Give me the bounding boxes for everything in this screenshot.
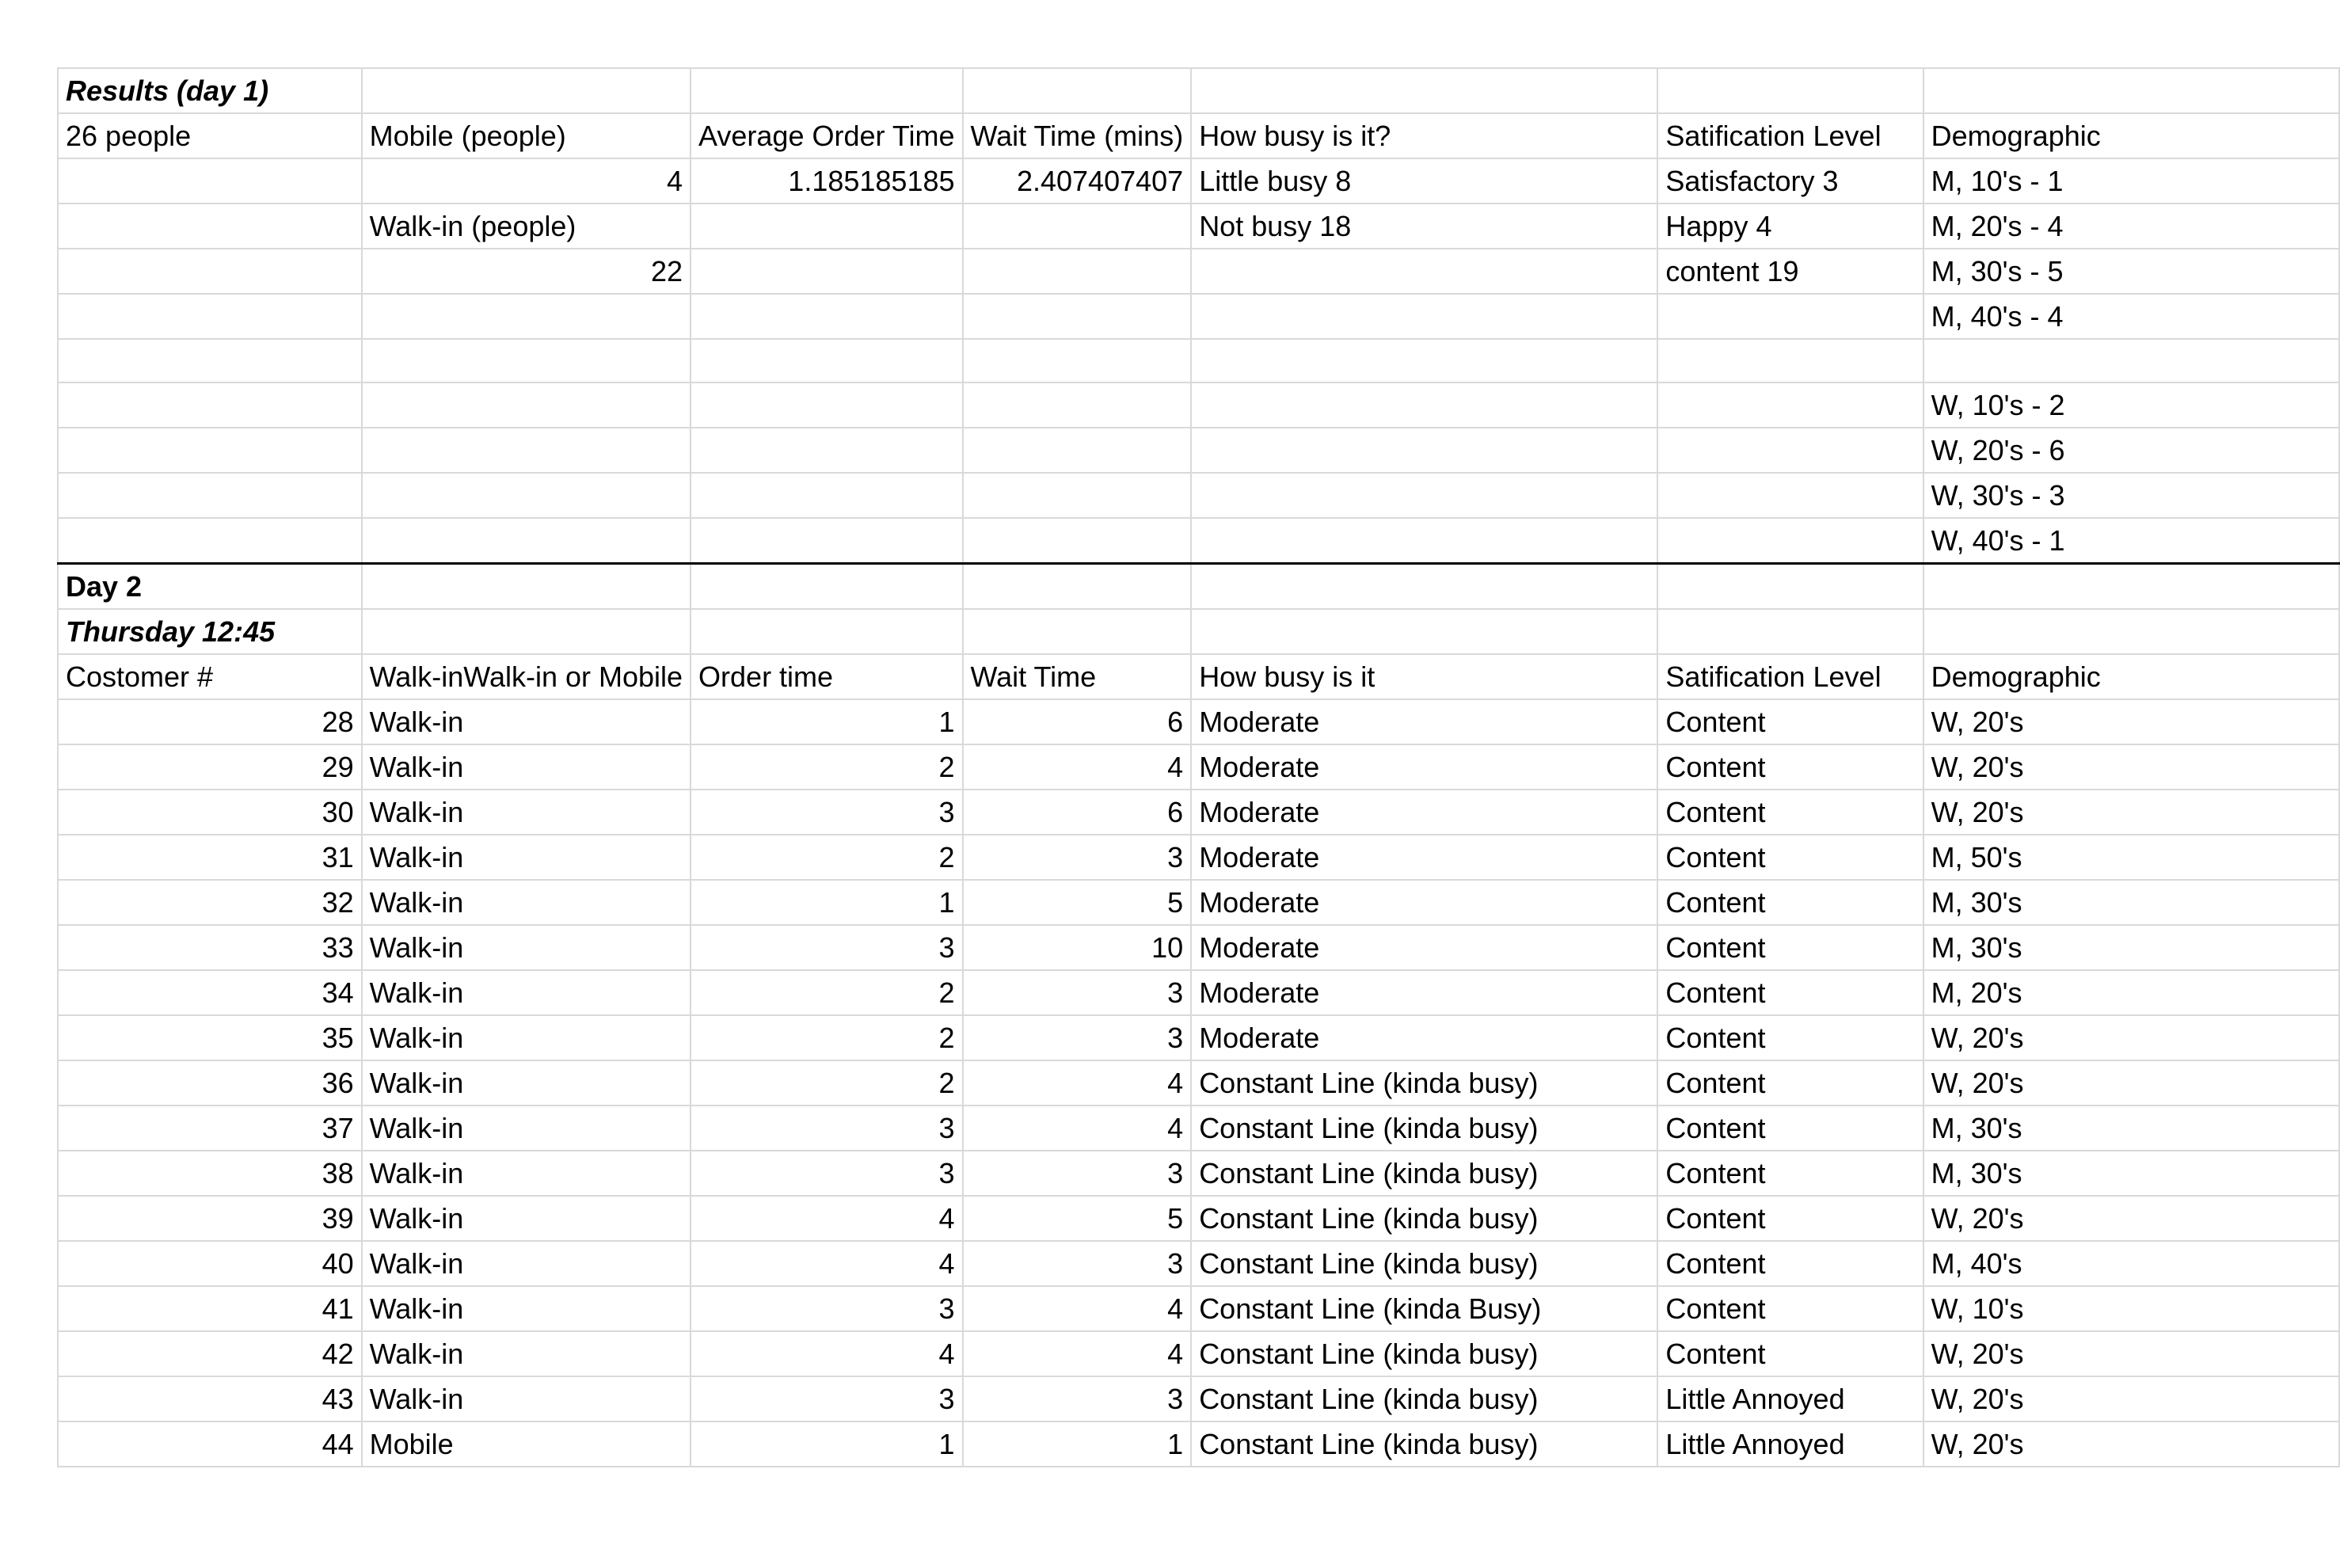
cell-col-g[interactable]: W, 40's - 1 bbox=[1923, 518, 2339, 564]
cell-col-e[interactable]: Moderate bbox=[1191, 925, 1657, 970]
cell-col-c[interactable] bbox=[691, 473, 962, 518]
cell-col-d[interactable] bbox=[963, 294, 1192, 339]
cell-col-c[interactable]: 2 bbox=[691, 744, 962, 790]
cell-col-d[interactable]: 5 bbox=[963, 880, 1192, 925]
cell-col-d[interactable]: 4 bbox=[963, 1106, 1192, 1151]
cell-col-b[interactable] bbox=[362, 339, 691, 382]
cell-col-f[interactable] bbox=[1657, 518, 1923, 564]
cell-col-g[interactable]: M, 30's bbox=[1923, 1106, 2339, 1151]
cell-col-a[interactable]: 37 bbox=[58, 1106, 362, 1151]
cell-col-c[interactable]: 1 bbox=[691, 880, 962, 925]
cell-col-b[interactable]: Walk-in bbox=[362, 744, 691, 790]
table-row bbox=[58, 473, 2339, 518]
cell-col-f[interactable]: Content bbox=[1657, 790, 1923, 835]
cell-col-f[interactable]: Content bbox=[1657, 1196, 1923, 1241]
cell-col-c[interactable]: 4 bbox=[691, 1331, 962, 1376]
cell-col-f[interactable]: Little Annoyed bbox=[1657, 1421, 1923, 1467]
cell-col-a[interactable] bbox=[58, 294, 362, 339]
cell-col-d[interactable] bbox=[963, 339, 1192, 382]
cell-col-e[interactable] bbox=[1191, 428, 1657, 473]
cell-col-c[interactable]: 2 bbox=[691, 835, 962, 880]
table-row bbox=[58, 518, 2339, 564]
cell-col-g[interactable]: M, 40's - 4 bbox=[1923, 294, 2339, 339]
table-row bbox=[58, 1151, 2339, 1196]
cell-col-f[interactable] bbox=[1657, 473, 1923, 518]
cell-col-d[interactable] bbox=[963, 249, 1192, 294]
cell-col-c[interactable]: 3 bbox=[691, 790, 962, 835]
cell-col-c[interactable] bbox=[691, 518, 962, 564]
cell-col-a[interactable] bbox=[58, 249, 362, 294]
table-row bbox=[58, 1196, 2339, 1241]
day2-header-row bbox=[58, 654, 2339, 699]
empty-cell[interactable] bbox=[691, 68, 962, 113]
empty-cell[interactable] bbox=[1191, 564, 1657, 610]
cell-col-d[interactable]: 3 bbox=[963, 835, 1192, 880]
cell-col-e[interactable]: Moderate bbox=[1191, 835, 1657, 880]
cell-col-g[interactable]: W, 20's bbox=[1923, 1421, 2339, 1467]
table-row bbox=[58, 382, 2339, 428]
table-row bbox=[58, 1331, 2339, 1376]
cell-col-a[interactable]: 29 bbox=[58, 744, 362, 790]
cell-col-c[interactable] bbox=[691, 204, 962, 249]
cell-col-a[interactable]: 44 bbox=[58, 1421, 362, 1467]
cell-col-a[interactable] bbox=[58, 339, 362, 382]
empty-cell[interactable] bbox=[691, 564, 962, 610]
cell-col-b[interactable] bbox=[362, 428, 691, 473]
empty-cell[interactable] bbox=[1191, 68, 1657, 113]
cell-col-c[interactable] bbox=[691, 249, 962, 294]
table-row bbox=[58, 249, 2339, 294]
cell-col-b[interactable]: Walk-in bbox=[362, 925, 691, 970]
table-row bbox=[58, 925, 2339, 970]
header-cell-col-a[interactable]: 26 people bbox=[58, 113, 362, 158]
day2-title-row-label[interactable]: Day 2 bbox=[58, 564, 362, 610]
cell-col-d[interactable]: 6 bbox=[963, 699, 1192, 744]
cell-col-c[interactable] bbox=[691, 382, 962, 428]
header-cell-col-g[interactable]: Demographic bbox=[1923, 654, 2339, 699]
cell-col-a[interactable]: 40 bbox=[58, 1241, 362, 1286]
cell-col-g[interactable]: M, 20's bbox=[1923, 970, 2339, 1015]
empty-cell[interactable] bbox=[963, 564, 1192, 610]
cell-col-c[interactable]: 3 bbox=[691, 925, 962, 970]
cell-col-a[interactable]: 33 bbox=[58, 925, 362, 970]
header-cell-col-a[interactable]: Costomer # bbox=[58, 654, 362, 699]
cell-col-e[interactable]: Constant Line (kinda Busy) bbox=[1191, 1286, 1657, 1331]
cell-col-a[interactable]: 39 bbox=[58, 1196, 362, 1241]
empty-cell[interactable] bbox=[1657, 564, 1923, 610]
cell-col-b[interactable]: 22 bbox=[362, 249, 691, 294]
cell-col-a[interactable]: 34 bbox=[58, 970, 362, 1015]
cell-col-f[interactable]: Little Annoyed bbox=[1657, 1376, 1923, 1421]
cell-col-a[interactable]: 31 bbox=[58, 835, 362, 880]
cell-col-b[interactable]: Walk-in bbox=[362, 1331, 691, 1376]
cell-col-c[interactable]: 1.185185185 bbox=[691, 158, 962, 204]
cell-col-g[interactable]: W, 20's bbox=[1923, 1060, 2339, 1106]
cell-col-g[interactable]: M, 20's - 4 bbox=[1923, 204, 2339, 249]
cell-col-g[interactable]: W, 10's bbox=[1923, 1286, 2339, 1331]
empty-cell[interactable] bbox=[1923, 564, 2339, 610]
cell-col-f[interactable] bbox=[1657, 382, 1923, 428]
cell-col-g[interactable]: W, 20's bbox=[1923, 1331, 2339, 1376]
cell-col-g[interactable]: W, 20's - 6 bbox=[1923, 428, 2339, 473]
table-row bbox=[58, 1286, 2339, 1331]
cell-col-e[interactable] bbox=[1191, 382, 1657, 428]
cell-col-f[interactable] bbox=[1657, 294, 1923, 339]
cell-col-d[interactable]: 2.407407407 bbox=[963, 158, 1192, 204]
cell-col-f[interactable]: Content bbox=[1657, 744, 1923, 790]
day1-title-row-label[interactable]: Results (day 1) bbox=[58, 68, 362, 113]
header-cell-col-d[interactable]: Wait Time (mins) bbox=[963, 113, 1192, 158]
cell-col-c[interactable] bbox=[691, 339, 962, 382]
header-cell-col-b[interactable]: Walk-inWalk-in or Mobile bbox=[362, 654, 691, 699]
table-row bbox=[58, 204, 2339, 249]
cell-col-e[interactable]: Constant Line (kinda busy) bbox=[1191, 1376, 1657, 1421]
cell-col-d[interactable]: 3 bbox=[963, 1015, 1192, 1060]
table-row bbox=[58, 1015, 2339, 1060]
cell-col-a[interactable]: 42 bbox=[58, 1331, 362, 1376]
cell-col-g[interactable]: W, 10's - 2 bbox=[1923, 382, 2339, 428]
table-row bbox=[58, 1421, 2339, 1467]
table-row bbox=[58, 835, 2339, 880]
cell-col-f[interactable] bbox=[1657, 428, 1923, 473]
table-row bbox=[58, 339, 2339, 382]
table-row bbox=[58, 294, 2339, 339]
cell-col-g[interactable]: W, 20's bbox=[1923, 1196, 2339, 1241]
cell-col-g[interactable]: W, 20's bbox=[1923, 1015, 2339, 1060]
cell-col-d[interactable] bbox=[963, 382, 1192, 428]
cell-col-e[interactable]: Little busy 8 bbox=[1191, 158, 1657, 204]
cell-col-f[interactable]: Content bbox=[1657, 925, 1923, 970]
cell-col-b[interactable] bbox=[362, 518, 691, 564]
empty-cell[interactable] bbox=[362, 564, 691, 610]
spreadsheet-table bbox=[57, 67, 2340, 1467]
cell-col-d[interactable]: 3 bbox=[963, 970, 1192, 1015]
table-row bbox=[58, 880, 2339, 925]
header-cell-col-f[interactable]: Satification Level bbox=[1657, 113, 1923, 158]
table-row bbox=[58, 158, 2339, 204]
cell-col-c[interactable]: 1 bbox=[691, 699, 962, 744]
sheet-body bbox=[58, 68, 2339, 1467]
cell-col-a[interactable] bbox=[58, 158, 362, 204]
cell-col-b[interactable]: 4 bbox=[362, 158, 691, 204]
cell-col-b[interactable]: Walk-in bbox=[362, 1241, 691, 1286]
cell-col-g[interactable]: M, 50's bbox=[1923, 835, 2339, 880]
table-row bbox=[58, 744, 2339, 790]
cell-col-f[interactable]: Content bbox=[1657, 1060, 1923, 1106]
cell-col-a[interactable] bbox=[58, 204, 362, 249]
cell-col-b[interactable]: Walk-in bbox=[362, 880, 691, 925]
cell-col-c[interactable]: 4 bbox=[691, 1241, 962, 1286]
header-cell-col-c[interactable]: Average Order Time bbox=[691, 113, 962, 158]
empty-cell[interactable] bbox=[963, 68, 1192, 113]
day1-title-row bbox=[58, 68, 2339, 113]
cell-col-c[interactable] bbox=[691, 294, 962, 339]
cell-col-e[interactable]: Constant Line (kinda busy) bbox=[1191, 1151, 1657, 1196]
cell-col-b[interactable]: Mobile bbox=[362, 1421, 691, 1467]
cell-col-e[interactable]: Moderate bbox=[1191, 970, 1657, 1015]
cell-col-d[interactable]: 3 bbox=[963, 1376, 1192, 1421]
table-row bbox=[58, 1241, 2339, 1286]
cell-col-f[interactable]: Content bbox=[1657, 835, 1923, 880]
cell-col-a[interactable]: 36 bbox=[58, 1060, 362, 1106]
cell-col-g[interactable]: M, 40's bbox=[1923, 1241, 2339, 1286]
header-cell-col-e[interactable]: How busy is it? bbox=[1191, 113, 1657, 158]
cell-col-e[interactable]: Constant Line (kinda busy) bbox=[1191, 1241, 1657, 1286]
cell-col-b[interactable] bbox=[362, 473, 691, 518]
table-row bbox=[58, 699, 2339, 744]
cell-col-e[interactable]: Moderate bbox=[1191, 880, 1657, 925]
cell-col-b[interactable]: Walk-in bbox=[362, 1376, 691, 1421]
cell-col-b[interactable] bbox=[362, 294, 691, 339]
empty-cell[interactable] bbox=[1923, 609, 2339, 654]
cell-col-e[interactable] bbox=[1191, 473, 1657, 518]
cell-col-d[interactable]: 4 bbox=[963, 744, 1192, 790]
cell-col-a[interactable]: 43 bbox=[58, 1376, 362, 1421]
cell-col-a[interactable]: 38 bbox=[58, 1151, 362, 1196]
cell-col-e[interactable]: Moderate bbox=[1191, 699, 1657, 744]
empty-cell[interactable] bbox=[362, 68, 691, 113]
cell-col-f[interactable]: Content bbox=[1657, 699, 1923, 744]
cell-col-f[interactable]: Content bbox=[1657, 1015, 1923, 1060]
cell-col-d[interactable]: 4 bbox=[963, 1331, 1192, 1376]
empty-cell[interactable] bbox=[362, 609, 691, 654]
cell-col-d[interactable]: 1 bbox=[963, 1421, 1192, 1467]
cell-col-b[interactable] bbox=[362, 382, 691, 428]
cell-col-c[interactable]: 2 bbox=[691, 970, 962, 1015]
cell-col-c[interactable]: 3 bbox=[691, 1151, 962, 1196]
empty-cell[interactable] bbox=[963, 609, 1192, 654]
cell-col-a[interactable] bbox=[58, 518, 362, 564]
cell-col-g[interactable]: M, 30's bbox=[1923, 925, 2339, 970]
day2-subtitle-row-label[interactable]: Thursday 12:45 bbox=[58, 609, 362, 654]
empty-cell[interactable] bbox=[1657, 68, 1923, 113]
cell-col-b[interactable]: Walk-in bbox=[362, 1196, 691, 1241]
empty-cell[interactable] bbox=[1923, 68, 2339, 113]
cell-col-a[interactable]: 41 bbox=[58, 1286, 362, 1331]
cell-col-d[interactable]: 4 bbox=[963, 1286, 1192, 1331]
header-cell-col-f[interactable]: Satification Level bbox=[1657, 654, 1923, 699]
cell-col-f[interactable]: Happy 4 bbox=[1657, 204, 1923, 249]
cell-col-f[interactable]: Satisfactory 3 bbox=[1657, 158, 1923, 204]
cell-col-d[interactable] bbox=[963, 473, 1192, 518]
header-cell-col-g[interactable]: Demographic bbox=[1923, 113, 2339, 158]
cell-col-c[interactable] bbox=[691, 428, 962, 473]
cell-col-b[interactable]: Walk-in bbox=[362, 1060, 691, 1106]
cell-col-b[interactable]: Walk-in bbox=[362, 1015, 691, 1060]
cell-col-b[interactable]: Walk-in bbox=[362, 790, 691, 835]
cell-col-b[interactable]: Walk-in bbox=[362, 970, 691, 1015]
day1-header-row bbox=[58, 113, 2339, 158]
cell-col-e[interactable] bbox=[1191, 294, 1657, 339]
cell-col-f[interactable]: Content bbox=[1657, 1286, 1923, 1331]
table-row bbox=[58, 1376, 2339, 1421]
header-cell-col-b[interactable]: Mobile (people) bbox=[362, 113, 691, 158]
cell-col-g[interactable] bbox=[1923, 339, 2339, 382]
cell-col-e[interactable] bbox=[1191, 518, 1657, 564]
table-row bbox=[58, 1060, 2339, 1106]
cell-col-c[interactable]: 3 bbox=[691, 1286, 962, 1331]
cell-col-c[interactable]: 1 bbox=[691, 1421, 962, 1467]
cell-col-g[interactable]: W, 20's bbox=[1923, 1376, 2339, 1421]
cell-col-c[interactable]: 2 bbox=[691, 1015, 962, 1060]
cell-col-a[interactable]: 35 bbox=[58, 1015, 362, 1060]
cell-col-e[interactable] bbox=[1191, 249, 1657, 294]
cell-col-a[interactable]: 32 bbox=[58, 880, 362, 925]
cell-col-d[interactable] bbox=[963, 428, 1192, 473]
cell-col-e[interactable]: Moderate bbox=[1191, 1015, 1657, 1060]
cell-col-f[interactable]: Content bbox=[1657, 880, 1923, 925]
cell-col-d[interactable]: 10 bbox=[963, 925, 1192, 970]
cell-col-a[interactable]: 28 bbox=[58, 699, 362, 744]
header-cell-col-e[interactable]: How busy is it bbox=[1191, 654, 1657, 699]
cell-col-a[interactable] bbox=[58, 428, 362, 473]
cell-col-d[interactable]: 3 bbox=[963, 1241, 1192, 1286]
cell-col-a[interactable] bbox=[58, 473, 362, 518]
empty-cell[interactable] bbox=[1191, 609, 1657, 654]
cell-col-e[interactable]: Constant Line (kinda busy) bbox=[1191, 1060, 1657, 1106]
cell-col-g[interactable]: M, 30's bbox=[1923, 1151, 2339, 1196]
cell-col-g[interactable]: W, 20's bbox=[1923, 790, 2339, 835]
cell-col-e[interactable] bbox=[1191, 339, 1657, 382]
cell-col-g[interactable]: W, 30's - 3 bbox=[1923, 473, 2339, 518]
cell-col-d[interactable] bbox=[963, 518, 1192, 564]
cell-col-f[interactable]: Content bbox=[1657, 1241, 1923, 1286]
cell-col-b[interactable]: Walk-in (people) bbox=[362, 204, 691, 249]
cell-col-b[interactable]: Walk-in bbox=[362, 699, 691, 744]
cell-col-a[interactable] bbox=[58, 382, 362, 428]
cell-col-a[interactable]: 30 bbox=[58, 790, 362, 835]
cell-col-g[interactable]: W, 20's bbox=[1923, 744, 2339, 790]
cell-col-g[interactable]: M, 10's - 1 bbox=[1923, 158, 2339, 204]
table-row bbox=[58, 1106, 2339, 1151]
empty-cell[interactable] bbox=[1657, 609, 1923, 654]
cell-col-e[interactable]: Constant Line (kinda busy) bbox=[1191, 1331, 1657, 1376]
cell-col-e[interactable]: Constant Line (kinda busy) bbox=[1191, 1196, 1657, 1241]
cell-col-e[interactable]: Not busy 18 bbox=[1191, 204, 1657, 249]
cell-col-b[interactable]: Walk-in bbox=[362, 1286, 691, 1331]
cell-col-b[interactable]: Walk-in bbox=[362, 1151, 691, 1196]
cell-col-d[interactable]: 4 bbox=[963, 1060, 1192, 1106]
cell-col-f[interactable] bbox=[1657, 339, 1923, 382]
day2-subtitle-row bbox=[58, 609, 2339, 654]
cell-col-e[interactable]: Moderate bbox=[1191, 744, 1657, 790]
cell-col-f[interactable]: Content bbox=[1657, 1331, 1923, 1376]
cell-col-e[interactable]: Constant Line (kinda busy) bbox=[1191, 1421, 1657, 1467]
cell-col-f[interactable]: Content bbox=[1657, 1151, 1923, 1196]
cell-col-e[interactable]: Moderate bbox=[1191, 790, 1657, 835]
cell-col-f[interactable]: content 19 bbox=[1657, 249, 1923, 294]
cell-col-c[interactable]: 3 bbox=[691, 1106, 962, 1151]
table-row bbox=[58, 428, 2339, 473]
cell-col-c[interactable]: 3 bbox=[691, 1376, 962, 1421]
cell-col-f[interactable]: Content bbox=[1657, 970, 1923, 1015]
cell-col-d[interactable] bbox=[963, 204, 1192, 249]
cell-col-f[interactable]: Content bbox=[1657, 1106, 1923, 1151]
header-cell-col-c[interactable]: Order time bbox=[691, 654, 962, 699]
cell-col-d[interactable]: 6 bbox=[963, 790, 1192, 835]
cell-col-b[interactable]: Walk-in bbox=[362, 835, 691, 880]
cell-col-b[interactable]: Walk-in bbox=[362, 1106, 691, 1151]
table-row bbox=[58, 970, 2339, 1015]
cell-col-c[interactable]: 4 bbox=[691, 1196, 962, 1241]
cell-col-c[interactable]: 2 bbox=[691, 1060, 962, 1106]
cell-col-g[interactable]: M, 30's - 5 bbox=[1923, 249, 2339, 294]
cell-col-g[interactable]: W, 20's bbox=[1923, 699, 2339, 744]
day2-title-row bbox=[58, 564, 2339, 610]
cell-col-d[interactable]: 5 bbox=[963, 1196, 1192, 1241]
cell-col-g[interactable]: M, 30's bbox=[1923, 880, 2339, 925]
empty-cell[interactable] bbox=[691, 609, 962, 654]
header-cell-col-d[interactable]: Wait Time bbox=[963, 654, 1192, 699]
cell-col-d[interactable]: 3 bbox=[963, 1151, 1192, 1196]
cell-col-e[interactable]: Constant Line (kinda busy) bbox=[1191, 1106, 1657, 1151]
table-row bbox=[58, 790, 2339, 835]
